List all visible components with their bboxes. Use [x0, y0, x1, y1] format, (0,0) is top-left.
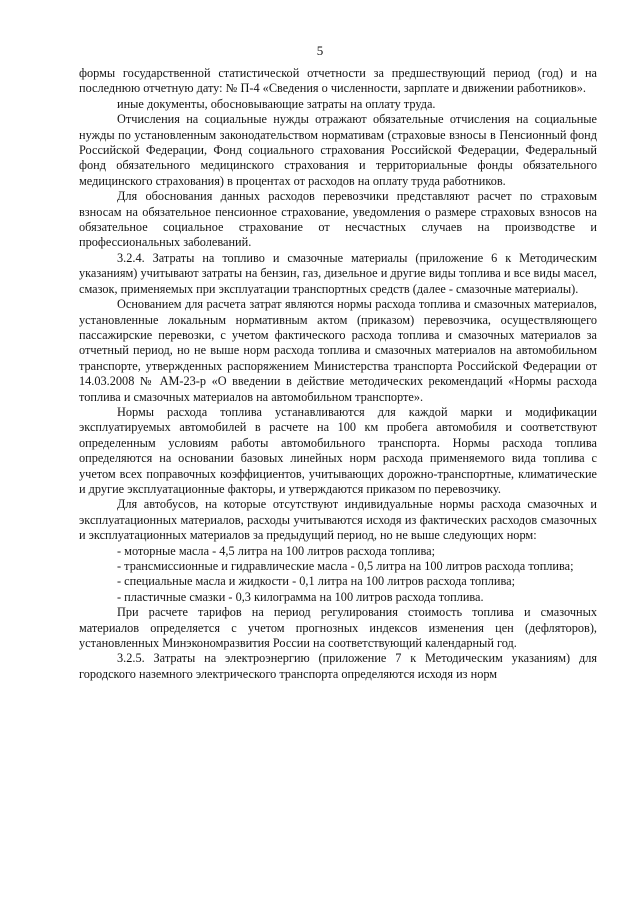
list-item-special-oils: - специальные масла и жидкости - 0,1 литра на 100 литров расхода топлива;: [117, 574, 516, 589]
page-number: 5: [316, 43, 324, 58]
paragraph-social-contributions: Отчисления на социальные нужды отражают обязательные отчисления на социальные нужды по установленным законодательством нормативам (страховые взносы в Пенсионный фонд Российской Федерации, Фонд социального страхования Российской Федерации, Федеральный фонд обязательного медицинского страхования и территориальные фонды обязательного медицинского страхования) в процентах от расходов на оплату труда работников.: [79, 112, 597, 188]
document-body: [79, 66, 597, 682]
paragraph-statistical-forms: формы государственной статистической отчетности за предшествующий период (год) и на последнюю отчетную дату: № П-4 «Сведения о численности, зарплате и движении работников».: [79, 66, 597, 96]
list-item-greases: - пластичные смазки - 0,3 килограмма на 100 литров расхода топлива.: [117, 589, 484, 604]
paragraph-justification: Для обоснования данных расходов перевозчики представляют расчет по страховым взносам на обязательное пенсионное страхование, уведомления о размере страховых взносов на обязательное социальное страхование от несчастных случаев на производстве и профессиональных заболеваний.: [79, 189, 597, 250]
paragraph-fuel-norms: Нормы расхода топлива устанавливаются для каждой марки и модификации эксплуатируемых автомобилей в расчете на 100 км пробега автомобиля и соответствуют определенным условиям работы автомобильного транспорта. Нормы расхода топлива определяются на основании базовых линейных норм расхода применяемого вида топлива с учетом всех поправочных коэффициентов, учитывающих дорожно-транспортные, климатические и другие эксплуатационные факторы, и утверждаются приказом по перевозчику.: [79, 404, 597, 496]
paragraph-calculation-basis: Основанием для расчета затрат являются нормы расхода топлива и смазочных материалов, установленные локальным нормативным актом (приказом) перевозчика, осуществляющего пассажирские перевозки, с учетом фактического расхода топлива и смазочных материалов за отчетный период, но не выше норм расхода топлива и смазочных материалов на автомобильном транспорте, утвержденных распоряжением Министерства транспорта Российской Федерации от 14.03.2008 № АМ-23-р «О введении в действие методических рекомендаций «Нормы расхода топлива и смазочных материалов на автомобильном транспорте».: [79, 297, 597, 404]
paragraph-tariff-calculation: При расчете тарифов на период регулирования стоимость топлива и смазочных материалов определяется с учетом прогнозных индексов изменения цен (дефляторов), установленных Минэкономразвития России на соответствующий календарный год.: [79, 605, 597, 651]
paragraph-section-3-2-4: 3.2.4. Затраты на топливо и смазочные материалы (приложение 6 к Методическим указаниям) учитывают затраты на бензин, газ, дизельное и другие виды топлива и все виды масел, смазок, применяемых при эксплуатации транспортных средств (далее - смазочные материалы).: [79, 250, 597, 296]
paragraph-section-3-2-5: 3.2.5. Затраты на электроэнергию (приложение 7 к Методическим указаниям) для городского наземного электрического транспорта определяются исходя из норм: [79, 651, 597, 681]
paragraph-other-documents: иные документы, обосновывающие затраты на оплату труда.: [117, 96, 436, 111]
list-item-transmission-oils: - трансмиссионные и гидравлические масла - 0,5 литра на 100 литров расхода топлива;: [117, 559, 574, 573]
list-item-motor-oils: - моторные масла - 4,5 литра на 100 литров расхода топлива;: [117, 543, 436, 558]
paragraph-bus-lubricants: Для автобусов, на которые отсутствуют индивидуальные нормы расхода смазочных и эксплуатационных материалов, расходы учитываются исходя из фактических расходов смазочных и эксплуатационных материалов за предыдущий период, но не выше следующих норм:: [79, 497, 597, 543]
